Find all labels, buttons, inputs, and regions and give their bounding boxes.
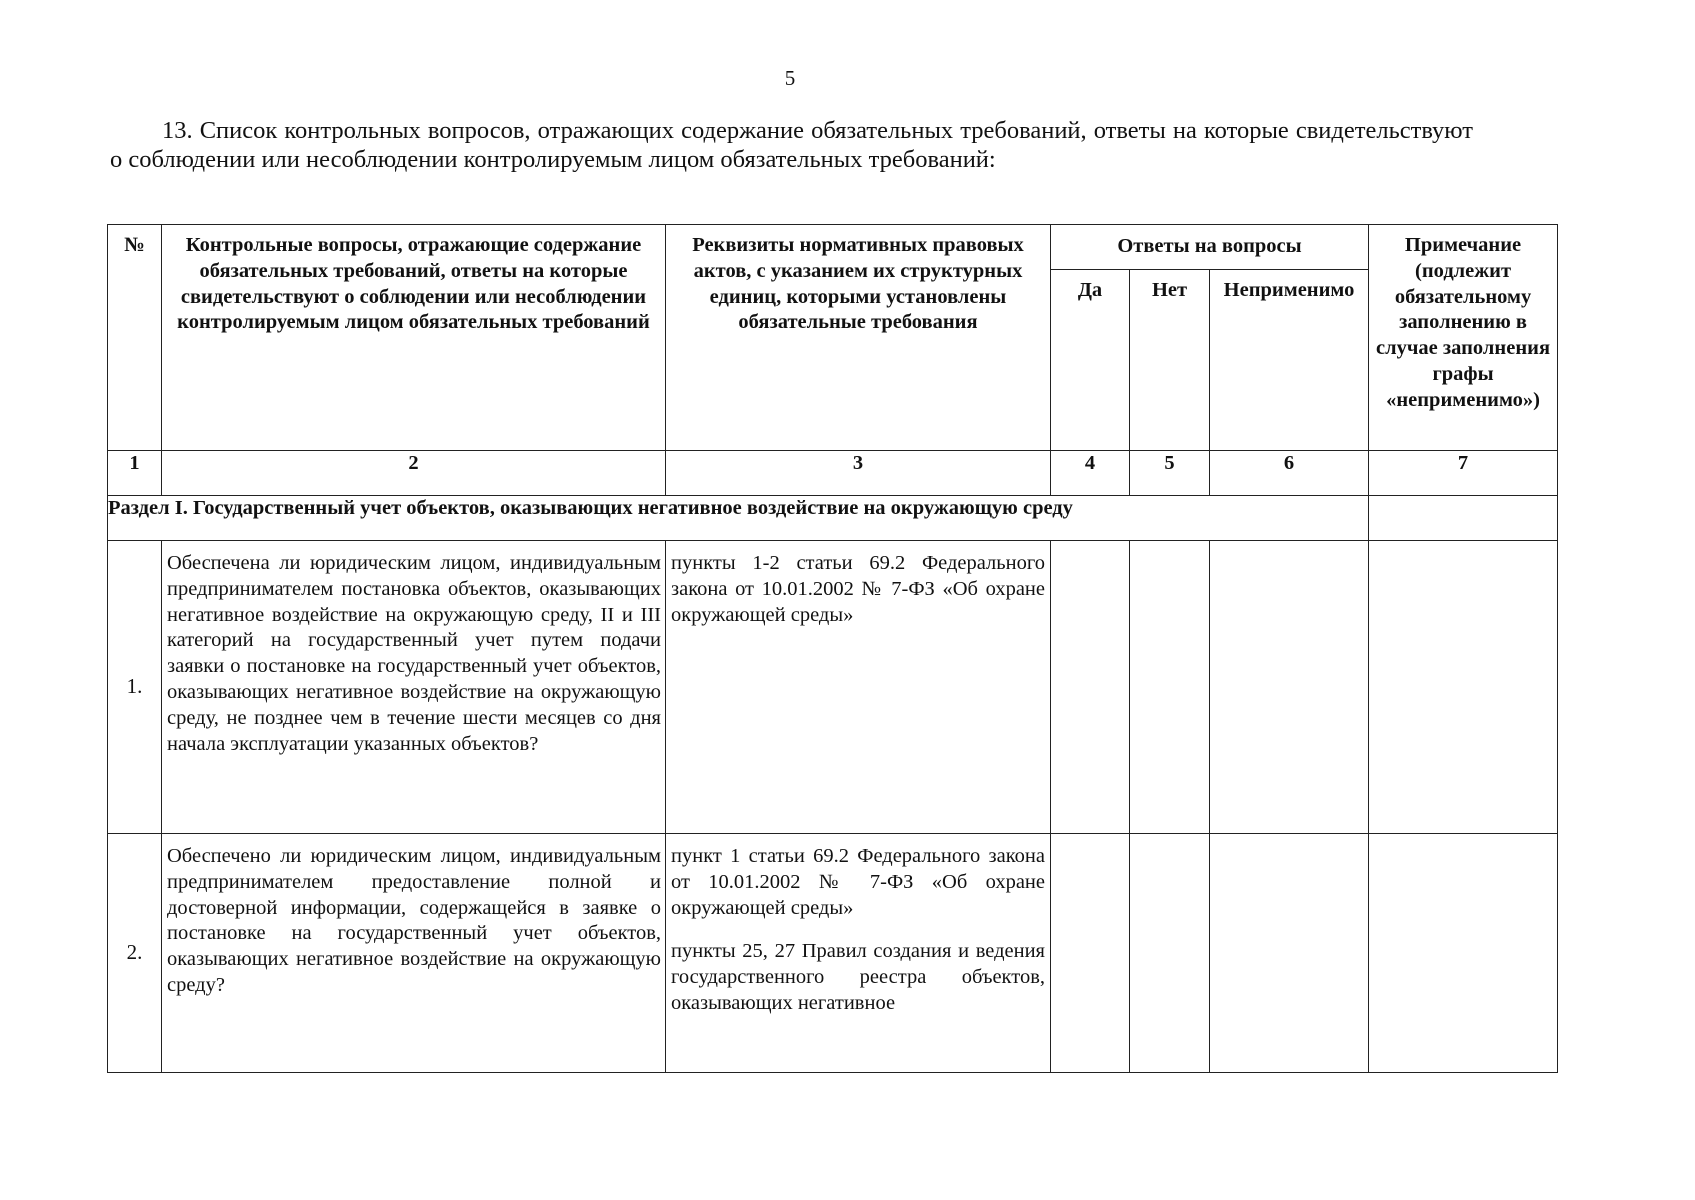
header-no: Нет (1130, 270, 1210, 451)
requisites-ref: пункты 1-2 статьи 69.2 Федерального закона от 10.01.2002 № 7-ФЗ «Об охране окружающей среды» (671, 552, 1045, 626)
requisites-text (666, 541, 1051, 834)
header-row (108, 225, 1558, 270)
header-questions: Контрольные вопросы, отражающие содержание обязательных требований, ответы на которые свидетельствуют о соблюдении или несоблюдении контролируемым лицом обязательных требований (162, 225, 666, 451)
header-note: Примечание (подлежит обязательному заполнению в случае заполнения графы «неприменимо») (1369, 225, 1558, 451)
row-number: 1. (108, 541, 162, 834)
column-number: 7 (1369, 451, 1558, 496)
header-na: Неприменимо (1210, 270, 1369, 451)
requisites-text (666, 834, 1051, 1073)
column-number: 1 (108, 451, 162, 496)
section-title: Раздел I. Государственный учет объектов, оказывающих негативное воздействие на окружающую среду (108, 496, 1369, 541)
answer-na-cell[interactable] (1210, 541, 1369, 834)
table-row (108, 834, 1558, 1073)
question-text: Обеспечено ли юридическим лицом, индивидуальным предпринимателем предоставление полной и достоверной информации, содержащейся в заявке о постановке на государственный учет объектов, оказывающих негативное воздействие на окружающую среду? (162, 834, 666, 1073)
answer-yes-cell[interactable] (1051, 541, 1130, 834)
header-answers: Ответы на вопросы (1051, 225, 1369, 270)
header-yes: Да (1051, 270, 1130, 451)
header-num: № (108, 225, 162, 451)
section-row (108, 496, 1558, 541)
question-text: Обеспечена ли юридическим лицом, индивидуальным предпринимателем постановка объектов, оказывающих негативное воздействие на окружающую среду, II и III категорий на государственный учет путем подачи заявки о постановке на государственный учет объектов, оказывающих негативное воздействие на окружающую среду, не позднее чем в течение шести месяцев со дня начала эксплуатации указанных объектов? (162, 541, 666, 834)
checklist-table (107, 224, 1558, 1073)
column-number: 6 (1210, 451, 1369, 496)
column-number: 2 (162, 451, 666, 496)
answer-na-cell[interactable] (1210, 834, 1369, 1073)
answer-yes-cell[interactable] (1051, 834, 1130, 1073)
row-number: 2. (108, 834, 162, 1073)
column-number: 4 (1051, 451, 1130, 496)
column-number-row (108, 451, 1558, 496)
table-row (108, 541, 1558, 834)
page-number: 5 (784, 66, 796, 90)
header-requisites: Реквизиты нормативных правовых актов, с указанием их структурных единиц, которыми установлены обязательные требования (666, 225, 1051, 451)
note-cell[interactable] (1369, 541, 1558, 834)
column-number: 3 (666, 451, 1051, 496)
requisites-ref: пункт 1 статьи 69.2 Федерального закона от 10.01.2002 № 7-ФЗ «Об охране окружающей среды» (671, 845, 1045, 919)
answer-no-cell[interactable] (1130, 541, 1210, 834)
column-number: 5 (1130, 451, 1210, 496)
intro-paragraph: 13. Список контрольных вопросов, отражающих содержание обязательных требований, ответы на которые свидетельствуют о соблюдении или несоблюдении контролируемым лицом обязательных требований: (110, 117, 1473, 173)
requisites-ref: пункты 25, 27 Правил создания и ведения государственного реестра объектов, оказывающих негативное (671, 940, 1045, 1014)
answer-no-cell[interactable] (1130, 834, 1210, 1073)
section-note-cell (1369, 496, 1558, 541)
note-cell[interactable] (1369, 834, 1558, 1073)
